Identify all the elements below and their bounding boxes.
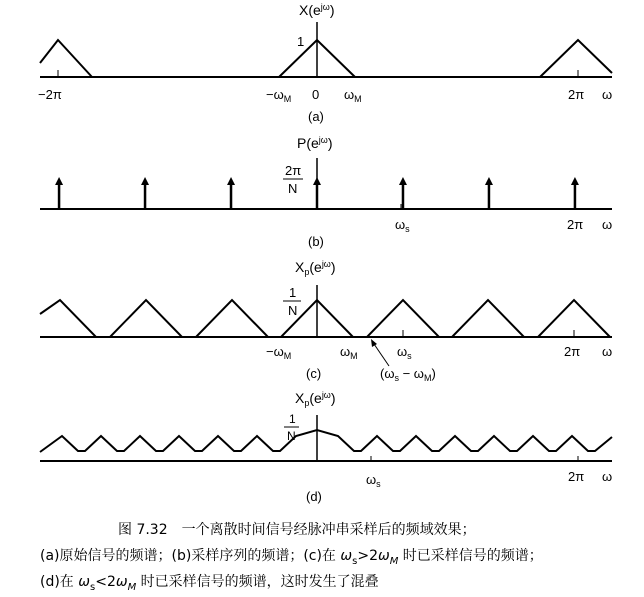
panel-a-peak-label: 1 [297, 34, 305, 49]
figure-caption-line2: (a)原始信号的频谱；(b)采样序列的频谱；(c)在 $\omega_s>2\omega_M$ 时已采样信号的频谱； [40, 548, 543, 567]
panel-b-xlabel-2pi: 2π [567, 217, 584, 232]
panel-c-annotation-arrowhead [371, 339, 377, 347]
panel-a-xlabel-neg-2pi: −2π [38, 87, 62, 102]
panel-d-xlabel-ws: $\omega_s$ [366, 472, 381, 489]
impulse-arrowhead-3 [313, 177, 321, 185]
panel-c [40, 259, 612, 383]
impulse-arrowhead-1 [141, 177, 149, 185]
panel-c-xlabel-neg-wm: $-\omega_M$ [266, 344, 292, 361]
panel-b [40, 135, 612, 249]
panel-a-xlabel-neg-wm: $-\omega_M$ [266, 87, 292, 104]
panel-b-peak-num: 2π [285, 163, 302, 178]
panel-c-ylabel: $X_p(e^{j\omega})$ [295, 259, 336, 277]
panel-b-peak-den: N [288, 181, 298, 196]
impulse-arrowhead-0 [55, 177, 63, 185]
panel-d-peak-num: 1 [289, 412, 296, 426]
panel-a-xlabel-zero: 0 [312, 87, 320, 102]
panel-a-sublabel: (a) [308, 109, 324, 124]
panel-b-xlabel-ws: $\omega_s$ [395, 217, 410, 234]
panel-b-ylabel: $P(e^{j\omega})$ [297, 135, 333, 151]
panel-d [40, 390, 612, 504]
panel-a-spectrum-right [540, 40, 612, 77]
impulse-arrowhead-4 [399, 177, 407, 185]
panel-c-annotation: $(\omega_s - \omega_M)$ [380, 366, 436, 383]
panel-d-aliased-spectrum [40, 430, 612, 452]
panel-d-ylabel: $X_p(e^{j\omega})$ [295, 390, 336, 408]
panel-b-impulse-train [55, 177, 579, 209]
panel-c-xlabel-ws: $\omega_s$ [397, 344, 412, 361]
impulse-arrowhead-5 [485, 177, 493, 185]
panel-c-peak-den: N [288, 303, 298, 318]
figure-caption-line3: (d)在 $\omega_s<2\omega_M$ 时已采样信号的频谱，这时发生了混叠 [40, 574, 379, 593]
panel-a-xlabel-wm: $\omega_M$ [344, 87, 362, 104]
panel-a-xlabel-2pi: 2π [568, 87, 585, 102]
panel-a-spectrum-left [40, 40, 92, 77]
figure-caption-line1: 图 7.32 一个离散时间信号经脉冲串采样后的频域效果； [118, 522, 476, 538]
panel-d-xlabel-omega: ω [602, 469, 613, 484]
panel-c-xlabel-2pi: 2π [564, 344, 581, 359]
impulse-arrowhead-6 [571, 177, 579, 185]
impulse-arrowhead-2 [227, 177, 235, 185]
panel-c-xlabel-omega: ω [602, 344, 613, 359]
panel-b-xlabel-omega: ω [602, 217, 613, 232]
panel-d-peak-den: N [287, 429, 296, 443]
panel-d-sublabel: (d) [306, 489, 322, 504]
panel-a-ylabel: $X(e^{j\omega})$ [299, 2, 335, 18]
panel-b-sublabel: (b) [308, 234, 324, 249]
panel-a-xlabel-omega: ω [602, 87, 613, 102]
panel-c-aliased-copies [40, 300, 610, 337]
panel-a [38, 2, 612, 124]
panel-d-xlabel-2pi: 2π [568, 469, 585, 484]
panel-c-xlabel-wm: $\omega_M$ [340, 344, 358, 361]
panel-c-peak-num: 1 [289, 285, 297, 300]
panel-c-sublabel: (c) [306, 366, 322, 381]
